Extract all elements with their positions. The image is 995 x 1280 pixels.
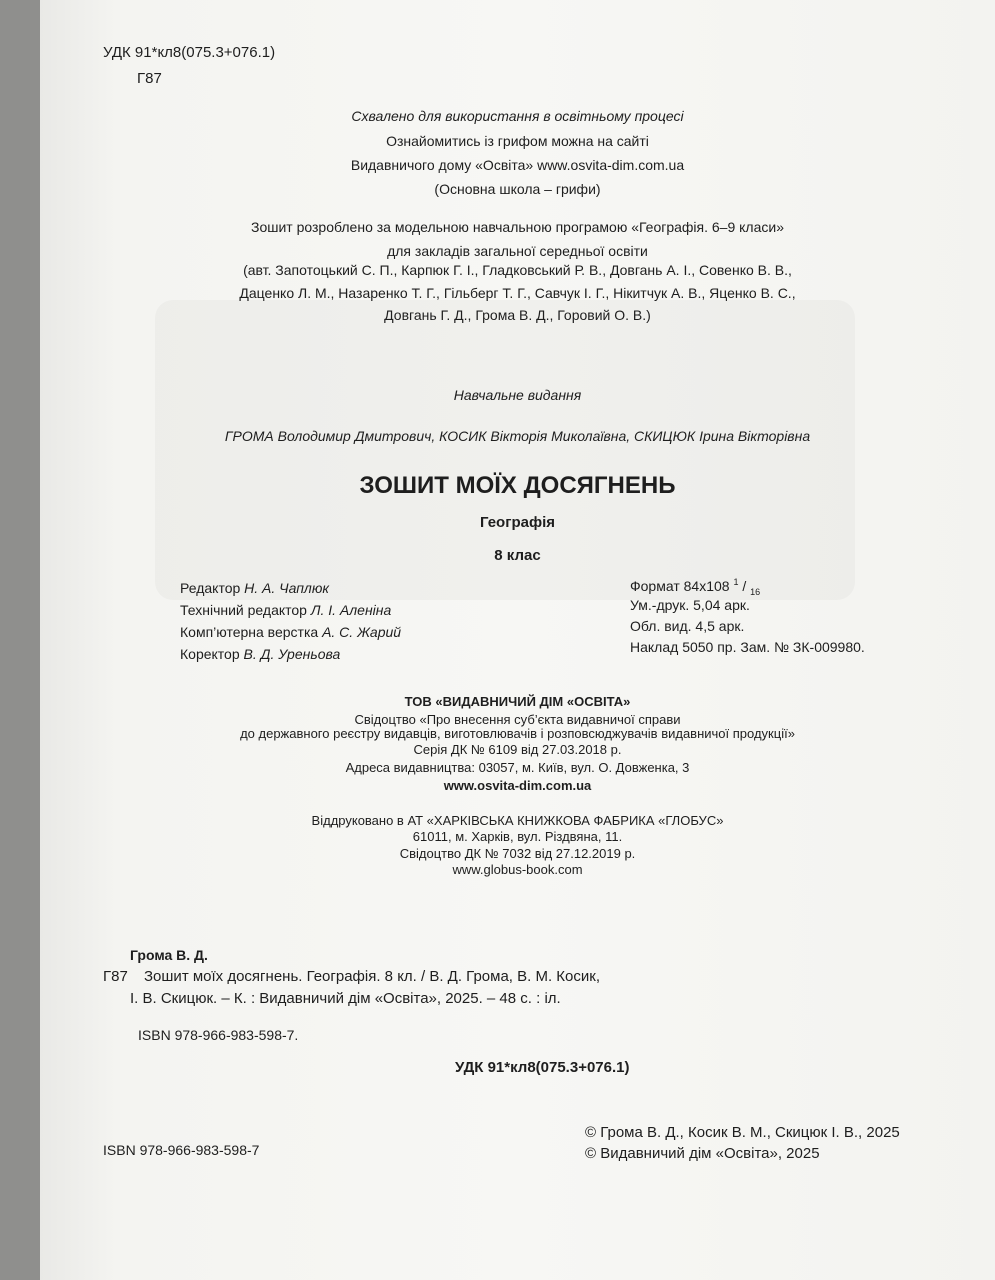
printer-url: www.globus-book.com: [452, 862, 583, 877]
publisher-cert-1: Свідоцтво «Про внесення суб’єкта видавничої справи: [354, 712, 681, 727]
footer-isbn: ISBN 978-966-983-598-7: [103, 1142, 260, 1158]
imprint-page: [40, 0, 995, 1280]
printer-line-2: 61011, м. Харків, вул. Різдвяна, 11.: [412, 829, 623, 844]
catalog-line-1: Зошит моїх досягнень. Географія. 8 кл. / В. Д. Грома, В. М. Косик,: [144, 968, 600, 985]
catalog-author: Грома В. Д.: [130, 947, 208, 963]
publisher-name: ТОВ «ВИДАВНИЧИЙ ДІМ «ОСВІТА»: [404, 694, 631, 709]
program-line-2: для закладів загальної середньої освіти: [387, 243, 648, 259]
layout-row: Комп’ютерна верстка А. С. Жарий: [180, 624, 402, 640]
proofreader-row: Коректор В. Д. Уреньова: [180, 646, 341, 662]
printer-line-3: Свідоцтво ДК № 7032 від 27.12.2019 р.: [399, 846, 636, 861]
printer-line-1: Віддруковано в АТ «ХАРКІВСЬКА КНИЖКОВА ФАБРИКА «ГЛОБУС»: [311, 813, 724, 828]
program-line-1: Зошит розроблено за модельною навчальною програмою «Географія. 6–9 класи»: [251, 219, 784, 235]
program-line-4: Даценко Л. М., Назаренко Т. Г., Гільберг Т. Г., Савчук І. Г., Нікитчук А. В., Яценко В. С.,: [239, 285, 796, 301]
edition-type: Навчальне видання: [453, 387, 582, 403]
approval-line-3: Видавничого дому «Освіта» www.osvita-dim.com.ua: [350, 157, 685, 173]
publisher-series: Серія ДК № 6109 від 27.03.2018 р.: [413, 742, 622, 757]
approval-line-2: Ознайомитись із грифом можна на сайті: [386, 133, 649, 149]
program-line-3: (авт. Запотоцький С. П., Карпюк Г. І., Гладковський Р. В., Довгань А. І., Совенко В. В.,: [243, 262, 792, 278]
catalog-udk: УДК 91*кл8(075.3+076.1): [455, 1059, 630, 1076]
program-line-5: Довгань Г. Д., Грома В. Д., Горовий О. В.): [384, 307, 651, 323]
publ-sheets-spec: Обл. вид. 4,5 арк.: [630, 618, 745, 634]
publisher-address: Адреса видавництва: 03057, м. Київ, вул. О. Довженка, 3: [345, 760, 690, 775]
publisher-url: www.osvita-dim.com.ua: [443, 778, 592, 793]
catalog-line-2: І. В. Скицюк. – К. : Видавничий дім «Освіта», 2025. – 48 с. : іл.: [130, 990, 561, 1007]
editor-row: Редактор Н. А. Чаплюк: [180, 580, 329, 596]
publisher-cert-2: до державного реєстру видавців, виготовлювачів і розповсюджувачів видавничої продукції»: [240, 726, 795, 741]
catalog-isbn: ISBN 978-966-983-598-7.: [138, 1027, 299, 1043]
tech-editor-row: Технічний редактор Л. І. Аленіна: [180, 602, 392, 618]
grade: 8 клас: [494, 547, 541, 564]
print-sheets-spec: Ум.-друк. 5,04 арк.: [630, 597, 750, 613]
copyright-publisher: © Видавничий дім «Освіта», 2025: [585, 1145, 820, 1162]
catalog-code: Г87: [103, 968, 128, 985]
class-code-header: Г87: [137, 70, 162, 87]
subject: Географія: [479, 514, 556, 531]
copyright-authors: © Грома В. Д., Косик В. М., Скицюк І. В., 2025: [585, 1124, 900, 1141]
book-title: ЗОШИТ МОЇХ ДОСЯГНЕНЬ: [359, 472, 676, 499]
approval-line-4: (Основна школа – грифи): [434, 181, 601, 197]
authors-line: ГРОМА Володимир Дмитрович, КОСИК Вікторія Миколаївна, СКИЦЮК Ірина Вікторівна: [224, 428, 811, 444]
print-run-spec: Наклад 5050 пр. Зам. № ЗК-009980.: [630, 639, 865, 655]
udk-header: УДК 91*кл8(075.3+076.1): [103, 44, 276, 61]
approval-line-1: Схвалено для використання в освітньому процесі: [351, 108, 684, 124]
format-spec: Формат 84x108 $^1$ / $_{16}$: [630, 577, 761, 597]
